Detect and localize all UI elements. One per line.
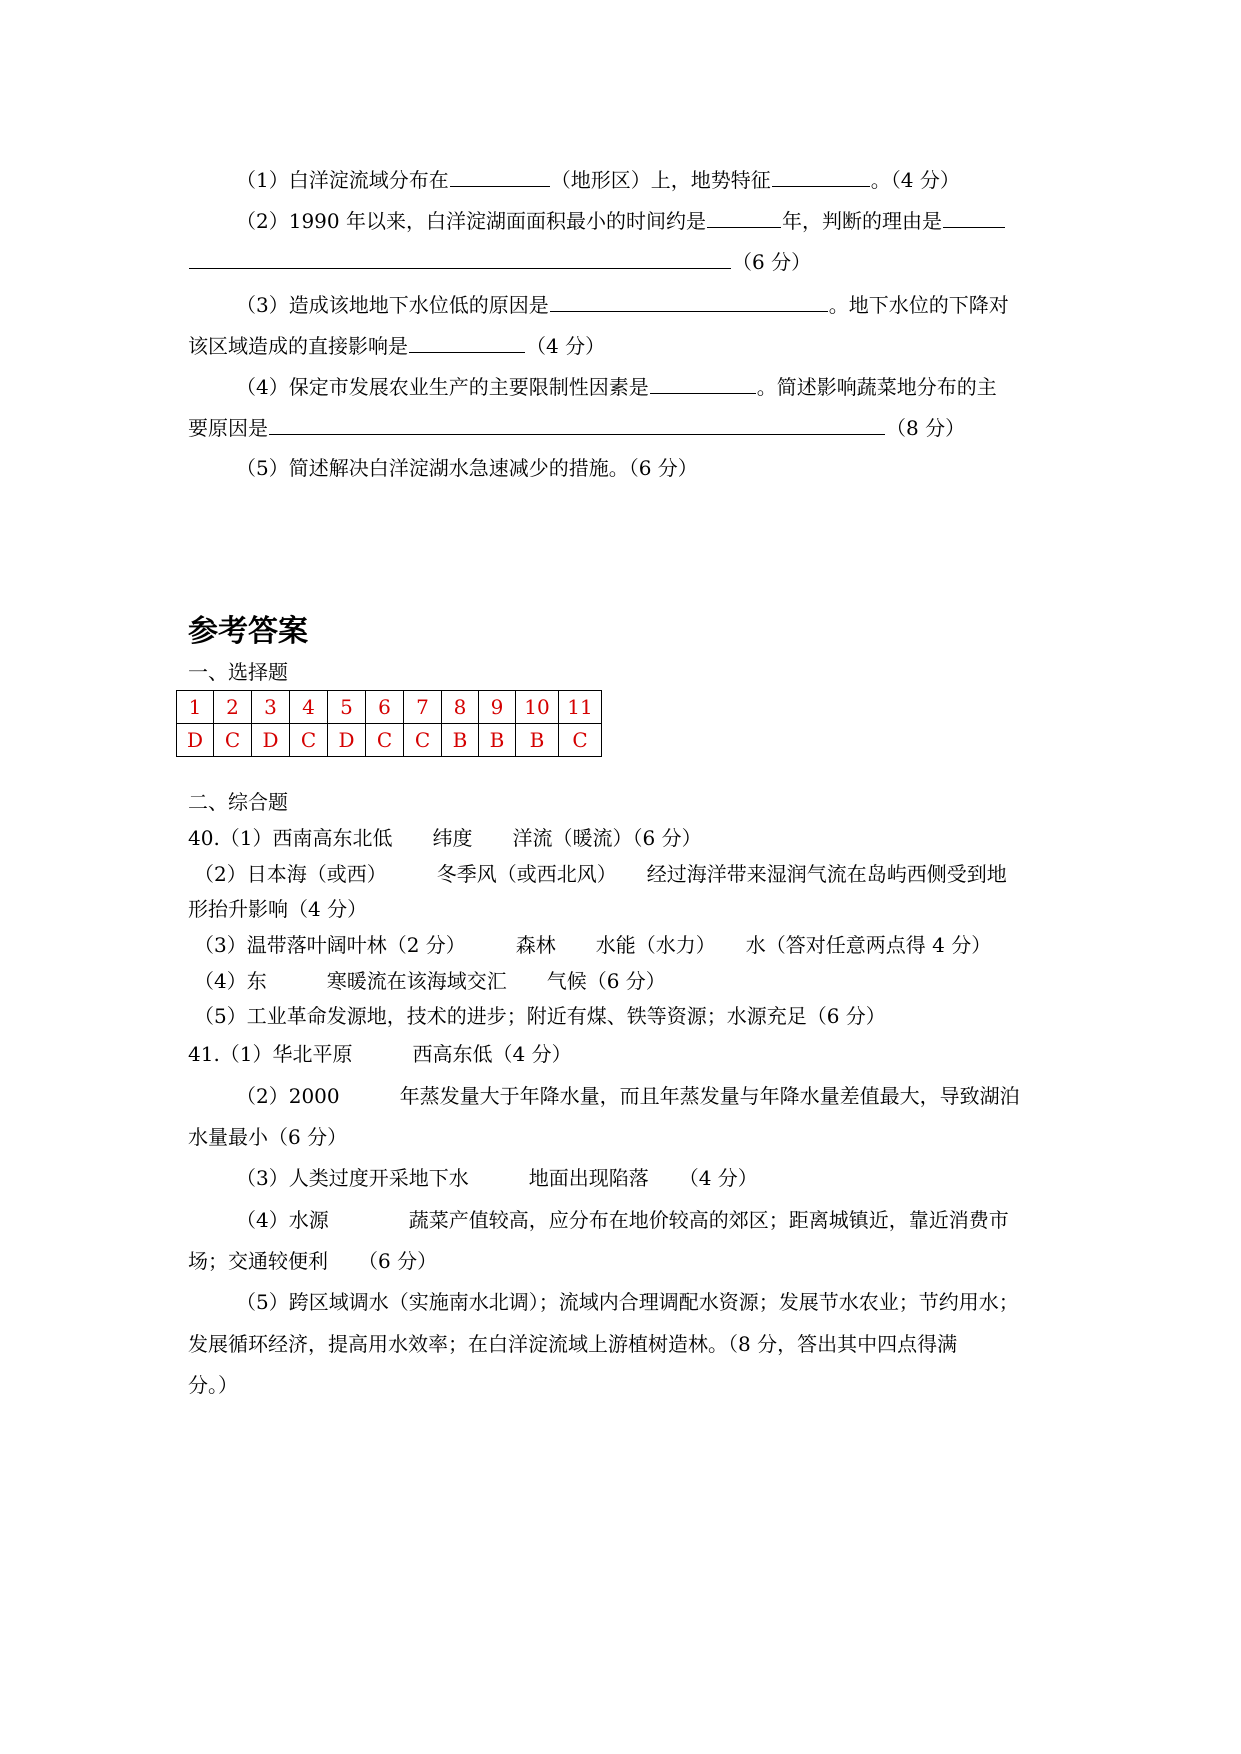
question-number: 11 — [559, 691, 602, 724]
answer-line: 分。） — [188, 1373, 238, 1397]
answer-line: 场；交通较便利 （6 分） — [188, 1249, 438, 1273]
answer-blank — [269, 414, 885, 435]
answer-letter: D — [177, 724, 214, 757]
section-choice-heading: 一、选择题 — [188, 660, 288, 684]
question-text: （6 分） — [732, 250, 812, 274]
question-text: （3）造成该地地下水位低的原因是 — [236, 293, 549, 317]
answer-blank — [943, 207, 1005, 228]
answer-line: （5）工业革命发源地，技术的进步；附近有煤、铁等资源；水源充足（6 分） — [194, 1004, 886, 1028]
question-number: 6 — [366, 691, 404, 724]
answer-blank — [450, 166, 550, 187]
answer-line: 形抬升影响（4 分） — [188, 897, 368, 921]
answer-letter: C — [559, 724, 602, 757]
answer-blank — [550, 291, 828, 312]
answer-letter-row — [177, 724, 602, 757]
answer-line: （3）人类过度开采地下水 地面出现陷落 （4 分） — [236, 1166, 758, 1190]
question-5: （5）简述解决白洋淀湖水急速减少的措施。（6 分） — [236, 456, 698, 480]
question-number: 3 — [252, 691, 290, 724]
question-3-cont — [188, 332, 605, 358]
question-2 — [236, 207, 1006, 233]
answer-letter: C — [290, 724, 328, 757]
answer-blank — [189, 248, 731, 269]
answer-line: （2）日本海（或西） 冬季风（或西北风） 经过海洋带来湿润气流在岛屿西侧受到地 — [194, 862, 1007, 886]
question-number: 7 — [404, 691, 442, 724]
answer-line: （2）2000 年蒸发量大于年降水量，而且年蒸发量与年降水量差值最大，导致湖泊 — [236, 1084, 1020, 1108]
answers-title: 参考答案 — [188, 614, 308, 649]
answer-table — [176, 690, 602, 757]
answer-letter: C — [404, 724, 442, 757]
question-3 — [236, 291, 1009, 317]
question-text: （8 分） — [886, 416, 966, 440]
answer-blank — [409, 332, 525, 353]
answer-number-row — [177, 691, 602, 724]
answer-letter: B — [479, 724, 516, 757]
question-text: 要原因是 — [188, 416, 268, 440]
question-number: 4 — [290, 691, 328, 724]
answer-line: 水量最小（6 分） — [188, 1125, 348, 1149]
answer-blank — [707, 207, 781, 228]
answer-line: 发展循环经济，提高用水效率；在白洋淀流域上游植树造林。（8 分，答出其中四点得满 — [188, 1332, 958, 1356]
question-text: （2）1990 年以来，白洋淀湖面面积最小的时间约是 — [236, 209, 706, 233]
question-1 — [236, 166, 960, 192]
answer-letter: C — [366, 724, 404, 757]
question-text: 。简述影响蔬菜地分布的主 — [756, 375, 997, 399]
question-text: （地形区）上，地势特征 — [550, 168, 771, 192]
answer-letter: B — [442, 724, 479, 757]
answer-line: （4）东 寒暖流在该海域交汇 气候（6 分） — [194, 969, 666, 993]
question-number: 1 — [177, 691, 214, 724]
question-number: 10 — [516, 691, 559, 724]
answer-line: 41.（1）华北平原 西高东低（4 分） — [188, 1042, 572, 1066]
question-number: 5 — [328, 691, 366, 724]
question-2-cont — [188, 248, 811, 274]
question-4-cont — [188, 414, 965, 440]
answer-line: （5）跨区域调水（实施南水北调）；流域内合理调配水资源；发展节水农业；节约用水； — [236, 1290, 1019, 1314]
question-text: 年，判断的理由是 — [781, 209, 942, 233]
question-text: 该区域造成的直接影响是 — [188, 334, 408, 358]
question-text: （4）保定市发展农业生产的主要限制性因素是 — [236, 375, 649, 399]
answer-letter: B — [516, 724, 559, 757]
answer-letter: C — [214, 724, 252, 757]
question-4 — [236, 373, 997, 399]
answer-letter: D — [252, 724, 290, 757]
question-text: 。地下水位的下降对 — [828, 293, 1009, 317]
question-text: （4 分） — [526, 334, 606, 358]
question-text: （1）白洋淀流域分布在 — [236, 168, 449, 192]
section-comprehensive-heading: 二、综合题 — [188, 790, 288, 814]
answer-line: （4）水源 蔬菜产值较高，应分布在地价较高的郊区；距离城镇近，靠近消费市 — [236, 1208, 1009, 1232]
question-number: 8 — [442, 691, 479, 724]
question-number: 9 — [479, 691, 516, 724]
answer-line: 40.（1）西南高东北低 纬度 洋流（暖流）（6 分） — [188, 826, 702, 850]
question-text: 。（4 分） — [870, 168, 960, 192]
answer-letter: D — [328, 724, 366, 757]
answer-blank — [772, 166, 870, 187]
answer-line: （3）温带落叶阔叶林（2 分） 森林 水能（水力） 水（答对任意两点得 4 分） — [194, 933, 992, 957]
answer-blank — [650, 373, 756, 394]
question-number: 2 — [214, 691, 252, 724]
